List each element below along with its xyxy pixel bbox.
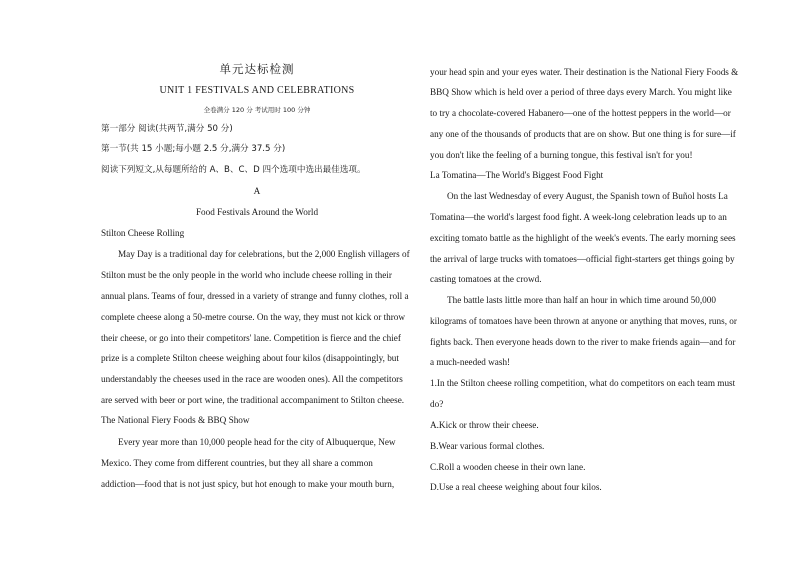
text-line: fights back. Then everyone heads down to the river to make friends again—and for (430, 337, 736, 347)
text-line: casting tomatoes at the crowd. (430, 274, 542, 284)
text-line: your head spin and your eyes water. Their destination is the National Fiery Foods & (430, 67, 739, 77)
text-line: On the last Wednesday of every August, the Spanish town of Buñol hosts La (447, 191, 728, 201)
page-title: 单元达标检测 (219, 62, 295, 76)
text-line: BBQ Show which is held over a period of three days every March. You might like (430, 87, 732, 97)
passage-title: Food Festivals Around the World (195, 207, 319, 217)
section-heading: 第一节(共 15 小题;每小题 2.5 分,满分 37.5 分) (101, 144, 286, 154)
option-d: D.Use a real cheese weighing about four kilos. (430, 482, 602, 492)
text-line: complete cheese along a 50-metre course. On the way, they must not kick or throw (101, 312, 406, 322)
subheading-la-tomatina: La Tomatina—The World's Biggest Food Fight (430, 170, 604, 180)
text-line: addiction—food that is not just spicy, but hot enough to make your mouth burn, (101, 479, 395, 489)
passage-letter: A (253, 186, 261, 196)
question-1-stem-cont: do? (430, 399, 444, 409)
question-1-stem: 1.In the Stilton cheese rolling competition, what do competitors on each team must (430, 378, 736, 388)
text-line: Stilton must be the only people in the world who include cheese rolling in their (101, 270, 392, 280)
instruction-text: 阅读下列短文,从每题所给的 A、B、C、D 四个选项中选出最佳选项。 (101, 165, 366, 175)
text-line: Mexico. They come from different countries, but they all share a common (101, 458, 373, 468)
option-c: C.Roll a wooden cheese in their own lane. (430, 462, 586, 472)
text-line: any one of the thousands of products that are on show. But one thing is for sure—if (430, 129, 736, 139)
text-line: May Day is a traditional day for celebrations, but the 2,000 English villagers of (118, 249, 410, 259)
unit-heading: UNIT 1 FESTIVALS AND CELEBRATIONS (159, 85, 355, 96)
text-line: understandably the cheeses used in the race are wooden ones). All the competitors (101, 374, 403, 384)
text-line: you don't like the feeling of a burning tongue, this festival isn't for you! (430, 150, 693, 160)
text-line: exciting tomato battle as the highlight of the week's events. The early morning sees (430, 233, 736, 243)
text-line: a much-needed wash! (430, 357, 511, 367)
text-line: annual plans. Teams of four, dressed in a variety of strange and funny clothes, roll a (101, 291, 409, 301)
text-line: The battle lasts little more than half an hour in which time around 50,000 (447, 295, 716, 305)
part-heading: 第一部分 阅读(共两节,满分 50 分) (101, 124, 233, 134)
text-line: the arrival of large trucks with tomatoes—official fight-starters get things going by (430, 254, 735, 264)
subheading-fiery-foods: The National Fiery Foods & BBQ Show (101, 415, 250, 425)
subheading-stilton: Stilton Cheese Rolling (101, 228, 185, 238)
option-b: B.Wear various formal clothes. (430, 441, 545, 451)
text-line: Every year more than 10,000 people head for the city of Albuquerque, New (118, 437, 396, 447)
text-line: prize is a complete Stilton cheese weighing about four kilos (disappointingly, but (101, 353, 399, 363)
text-line: their cheese, or go into their competitors' lane. Competition is fierce and the chief (101, 333, 401, 343)
text-line: are served with beer or port wine, the traditional accompaniment to Stilton cheese. (101, 395, 405, 405)
text-line: kilograms of tomatoes have been thrown at anyone or anything that moves, runs, or (430, 316, 737, 326)
text-line: Tomatina—the world's largest food fight. A week-long celebration leads up to an (430, 212, 727, 222)
exam-note: 全卷满分 120 分 考试用时 100 分钟 (203, 106, 311, 114)
option-a: A.Kick or throw their cheese. (430, 420, 539, 430)
text-line: to try a chocolate-covered Habanero—one of the hottest peppers in the world—or (430, 108, 731, 118)
